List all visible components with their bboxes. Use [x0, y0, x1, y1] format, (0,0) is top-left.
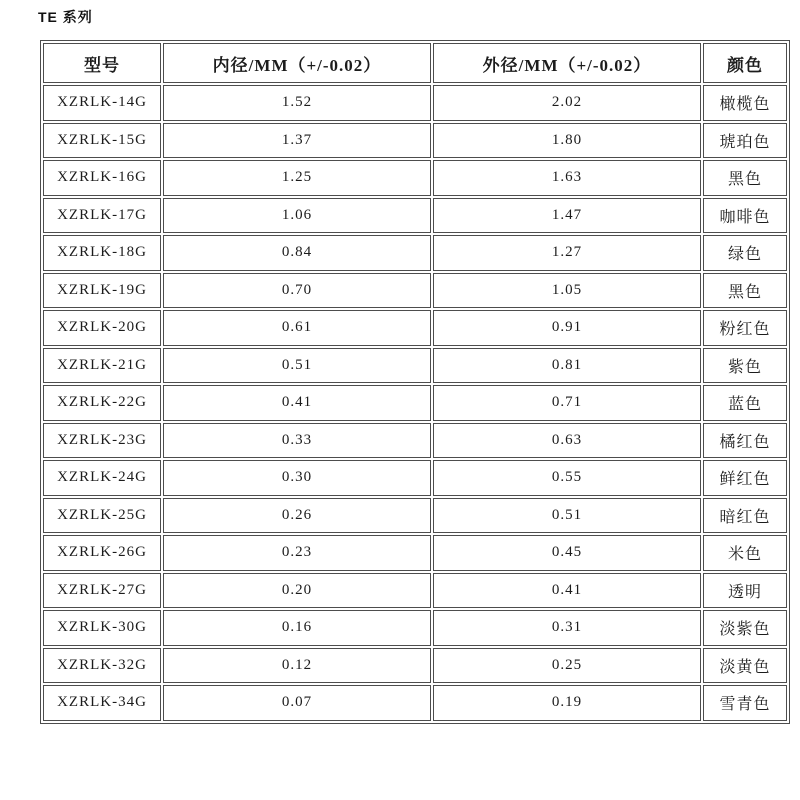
color-cell: 黑色 [703, 160, 787, 196]
color-cell: 琥珀色 [703, 123, 787, 159]
model-cell: XZRLK-23G [43, 423, 161, 459]
color-cell: 咖啡色 [703, 198, 787, 234]
col-header-outer-diameter: 外径/MM（+/-0.02） [433, 43, 701, 83]
inner-diameter-cell: 1.52 [163, 85, 431, 121]
table-header-row [43, 43, 787, 83]
table-row [43, 648, 787, 684]
table-row [43, 85, 787, 121]
model-cell: XZRLK-19G [43, 273, 161, 309]
outer-diameter-cell: 0.63 [433, 423, 701, 459]
outer-diameter-cell: 1.80 [433, 123, 701, 159]
color-cell: 鲜红色 [703, 460, 787, 496]
page-title: TE 系列 [38, 9, 93, 25]
inner-diameter-cell: 0.12 [163, 648, 431, 684]
col-header-inner-diameter: 内径/MM（+/-0.02） [163, 43, 431, 83]
outer-diameter-cell: 0.55 [433, 460, 701, 496]
table-row [43, 123, 787, 159]
table-row [43, 310, 787, 346]
outer-diameter-cell: 1.05 [433, 273, 701, 309]
model-cell: XZRLK-22G [43, 385, 161, 421]
table-row [43, 235, 787, 271]
inner-diameter-cell: 0.30 [163, 460, 431, 496]
model-cell: XZRLK-24G [43, 460, 161, 496]
model-cell: XZRLK-14G [43, 85, 161, 121]
inner-diameter-cell: 0.84 [163, 235, 431, 271]
inner-diameter-cell: 0.51 [163, 348, 431, 384]
model-cell: XZRLK-15G [43, 123, 161, 159]
color-cell: 暗红色 [703, 498, 787, 534]
outer-diameter-cell: 0.81 [433, 348, 701, 384]
model-cell: XZRLK-34G [43, 685, 161, 721]
outer-diameter-cell: 0.25 [433, 648, 701, 684]
table-row [43, 610, 787, 646]
inner-diameter-cell: 0.26 [163, 498, 431, 534]
table-row [43, 273, 787, 309]
color-cell: 米色 [703, 535, 787, 571]
table-row [43, 385, 787, 421]
model-cell: XZRLK-17G [43, 198, 161, 234]
model-cell: XZRLK-20G [43, 310, 161, 346]
color-cell: 橘红色 [703, 423, 787, 459]
color-cell: 绿色 [703, 235, 787, 271]
outer-diameter-cell: 1.47 [433, 198, 701, 234]
outer-diameter-cell: 0.71 [433, 385, 701, 421]
table-row [43, 160, 787, 196]
model-cell: XZRLK-16G [43, 160, 161, 196]
color-cell: 透明 [703, 573, 787, 609]
outer-diameter-cell: 1.63 [433, 160, 701, 196]
table-row [43, 535, 787, 571]
model-cell: XZRLK-21G [43, 348, 161, 384]
table-body [43, 85, 787, 721]
model-cell: XZRLK-30G [43, 610, 161, 646]
inner-diameter-cell: 0.07 [163, 685, 431, 721]
outer-diameter-cell: 0.31 [433, 610, 701, 646]
outer-diameter-cell: 0.51 [433, 498, 701, 534]
table-row [43, 685, 787, 721]
color-cell: 黑色 [703, 273, 787, 309]
table-row [43, 460, 787, 496]
inner-diameter-cell: 1.25 [163, 160, 431, 196]
model-cell: XZRLK-26G [43, 535, 161, 571]
inner-diameter-cell: 0.70 [163, 273, 431, 309]
color-cell: 紫色 [703, 348, 787, 384]
color-cell: 淡紫色 [703, 610, 787, 646]
inner-diameter-cell: 0.41 [163, 385, 431, 421]
outer-diameter-cell: 0.91 [433, 310, 701, 346]
table-row [43, 423, 787, 459]
inner-diameter-cell: 1.37 [163, 123, 431, 159]
outer-diameter-cell: 0.45 [433, 535, 701, 571]
table-row [43, 348, 787, 384]
te-series-spec-table [40, 40, 790, 724]
inner-diameter-cell: 0.33 [163, 423, 431, 459]
model-cell: XZRLK-27G [43, 573, 161, 609]
outer-diameter-cell: 0.41 [433, 573, 701, 609]
model-cell: XZRLK-18G [43, 235, 161, 271]
col-header-color: 颜色 [703, 43, 787, 83]
table-row [43, 198, 787, 234]
outer-diameter-cell: 1.27 [433, 235, 701, 271]
inner-diameter-cell: 0.61 [163, 310, 431, 346]
color-cell: 雪青色 [703, 685, 787, 721]
inner-diameter-cell: 1.06 [163, 198, 431, 234]
color-cell: 淡黄色 [703, 648, 787, 684]
model-cell: XZRLK-32G [43, 648, 161, 684]
inner-diameter-cell: 0.23 [163, 535, 431, 571]
col-header-model: 型号 [43, 43, 161, 83]
table-row [43, 573, 787, 609]
outer-diameter-cell: 2.02 [433, 85, 701, 121]
table-row [43, 498, 787, 534]
inner-diameter-cell: 0.16 [163, 610, 431, 646]
color-cell: 蓝色 [703, 385, 787, 421]
color-cell: 橄榄色 [703, 85, 787, 121]
model-cell: XZRLK-25G [43, 498, 161, 534]
outer-diameter-cell: 0.19 [433, 685, 701, 721]
color-cell: 粉红色 [703, 310, 787, 346]
inner-diameter-cell: 0.20 [163, 573, 431, 609]
